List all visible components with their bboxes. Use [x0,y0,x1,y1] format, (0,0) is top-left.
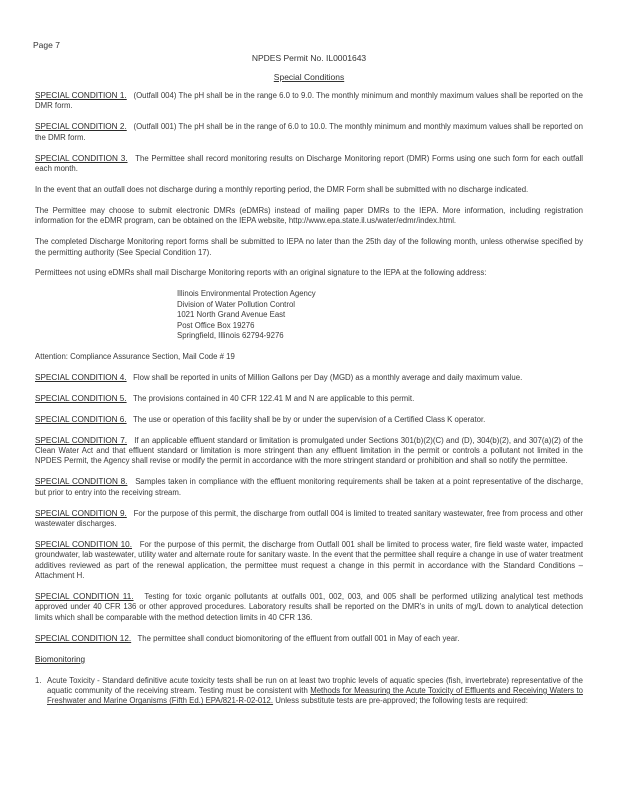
condition-text: For the purpose of this permit, the discharge from outfall 004 is limited to treated sanitary wastewater, free from process and other wastewater discharges. [35,508,583,528]
condition-label: SPECIAL CONDITION 7. [35,435,128,445]
condition-text: The permittee shall conduct biomonitoring of the effluent from outfall 001 in May of each year. [137,633,460,643]
condition-text: Testing for toxic organic pollutants at outfalls 001, 002, 003, and 005 shall be performed utilizing analytical test methods approved under 40 CFR 136 or other approved procedures. Laboratory results shall be reported on the DMR's in units of mg/L down to analytical detection limits which shall be comparable with the method detection limits in 40 CFR 136. [35,592,583,622]
condition-label: SPECIAL CONDITION 1. [35,91,127,100]
methods-reference: Methods for Measuring the Acute Toxicity of Effluents and Receiving Waters to Freshwater and Marine Organisms (Fifth Ed.) EPA/821-R-02-012. [47,685,583,706]
acute-toxicity-tail: Unless substitute tests are pre-approved; the following tests are required: [273,696,528,706]
attention-line: Attention: Compliance Assurance Section, Mail Code # 19 [35,351,235,361]
address-line: Illinois Environmental Protection Agency [177,289,316,299]
address-line: Division of Water Pollution Control [177,299,296,309]
condition-label: SPECIAL CONDITION 4. [35,372,127,382]
page-number: Page 7 [33,40,60,50]
document-body [35,91,583,717]
special-condition-4 [35,373,583,383]
condition-label: SPECIAL CONDITION 10. [35,539,133,549]
condition-text: If an applicable effluent standard or limitation is promulgated under Sections 301(b)(2)(C) and (D), 304(b)(2), and 307(a)(2) of the Clean Water Act and that effluent standard or limitation is more stringent than any effluent limitation in the permit or controls a pollutant not limited in the NPDES Permit, the Agency shall revise or modify the permit in accordance with the more stringent standard or prohibition and shall so notify the permittee. [35,435,583,466]
condition-text: The provisions contained in 40 CFR 122.41 M and N are applicable to this permit. [132,393,415,403]
mailing-paragraph: Permittees not using eDMRs shall mail Discharge Monitoring reports with an original signature to the IEPA at the following address: [35,268,487,278]
address-line: 1021 North Grand Avenue East [177,310,286,320]
special-condition-11 [35,592,583,623]
condition-label: SPECIAL CONDITION 9. [35,508,127,518]
condition-text: (Outfall 004) The pH shall be in the range 6.0 to 9.0. The monthly minimum and monthly maximum values shall be reported on the DMR form. [35,91,583,111]
section-title: Special Conditions [273,72,345,82]
address-line: Springfield, Illinois 62794-9276 [177,331,284,340]
edmr-paragraph: The Permittee may choose to submit electronic DMRs (eDMRs) instead of mailing paper DMRs to the IEPA. More information, including registration information for the eDMR program, can be obtained on the IEPA website, http://www.epa.state.il.us/water/edmr/index.html. [35,205,583,226]
condition-label: SPECIAL CONDITION 11. [35,592,134,601]
condition-text: The use or operation of this facility shall be by or under the supervision of a Certified Class K operator. [132,414,486,424]
condition-label: SPECIAL CONDITION 3. [35,153,128,163]
condition-text: The Permittee shall record monitoring results on Discharge Monitoring report (DMR) Forms using one such form for each outfall each month. [35,153,583,174]
special-condition-12 [35,634,583,644]
special-condition-10 [35,540,583,582]
biomonitoring-item-1 [35,676,583,707]
address-line: Post Office Box 19276 [177,320,255,330]
list-text [47,676,583,707]
biomonitoring-heading: Biomonitoring [35,654,86,664]
submission-deadline-paragraph: The completed Discharge Monitoring report forms shall be submitted to IEPA no later than the 25th day of the following month, unless otherwise specified by the permitting authority (See Special Condition 17). [35,237,583,257]
special-condition-5 [35,394,583,404]
acute-toxicity-lead: Acute Toxicity - Standard definitive acute toxicity tests shall be run on at least two trophic levels of aquatic species (fish, invertebrate) representative of the aquatic community of the receiving stream. Testing must be consistent with [47,675,583,695]
special-condition-7 [35,436,583,467]
special-condition-2 [35,122,583,143]
condition-label: SPECIAL CONDITION 8. [35,477,128,487]
condition-label: SPECIAL CONDITION 2. [35,122,127,132]
condition-label: SPECIAL CONDITION 12. [35,633,132,643]
permit-number: NPDES Permit No. IL0001643 [251,53,367,63]
special-condition-9 [35,509,583,530]
special-condition-8 [35,477,583,498]
list-number: 1. [35,675,42,685]
condition-text: For the purpose of this permit, the discharge from Outfall 001 shall be limited to process water, fire field waste water, impacted groundwater, lab wastewater, utility water and alternate route for sanitary waste. In the event that the permittee shall require a change in use of water treatment additives reviewed as part of the renewal application, the permittee must request a change in this permit in accordance with the Standard Conditions – Attachment H. [35,539,584,581]
no-discharge-paragraph: In the event that an outfall does not discharge during a monthly reporting period, the DMR Form shall be submitted with no discharge indicated. [35,184,529,194]
condition-text: Samples taken in compliance with the effluent monitoring requirements shall be taken at a point representative of the discharge, but prior to entry into the receiving stream. [35,477,584,497]
condition-text: (Outfall 001) The pH shall be in the range of 6.0 to 10.0. The monthly minimum and monthly maximum values shall be reported on the DMR form. [35,122,583,142]
special-condition-3 [35,154,583,175]
special-condition-6 [35,415,583,425]
condition-text: Flow shall be reported in units of Million Gallons per Day (MGD) as a monthly average and daily maximum value. [133,372,523,382]
condition-label: SPECIAL CONDITION 6. [35,414,127,424]
condition-label: SPECIAL CONDITION 5. [35,393,127,403]
special-condition-1 [35,91,583,112]
mailing-address [35,289,583,341]
